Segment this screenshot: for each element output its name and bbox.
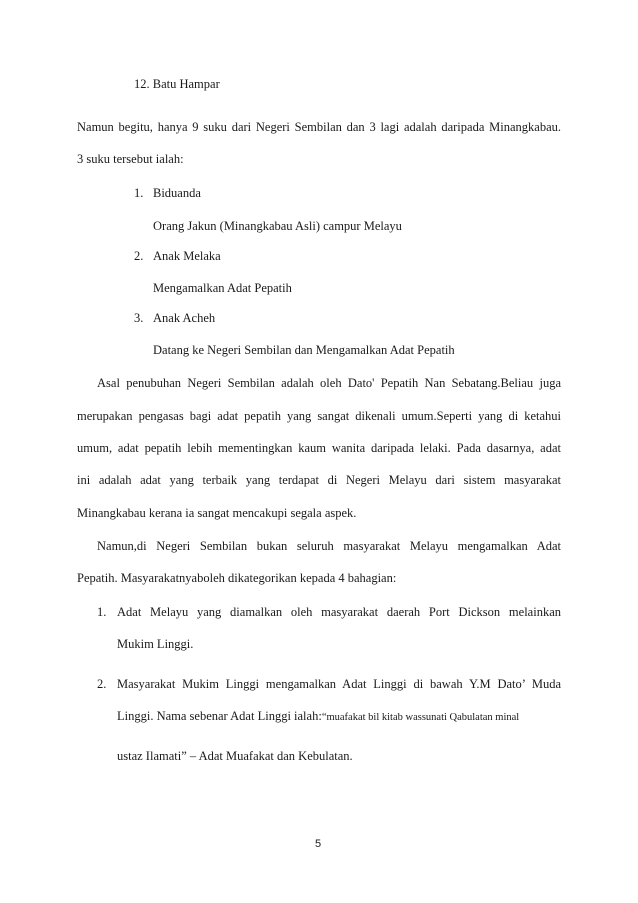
paragraph-2-line-2: merupakan pengasas bagi adat pepatih yang sangat dikenali umum.Seperti yang di ketahui	[77, 409, 561, 423]
paragraph-2-line-1: Asal penubuhan Negeri Sembilan adalah oleh Dato' Pepatih Nan Sebatang.Beliau juga	[97, 376, 561, 390]
suku-1-name: Biduanda	[153, 186, 201, 200]
list-item-batu-hampar: 12. Batu Hampar	[134, 77, 220, 91]
paragraph-2-line-4: ini adalah adat yang terbaik yang terdapat di Negeri Melayu dari sistem masyarakat	[77, 473, 561, 487]
bahagian-1-line-2: Mukim Linggi.	[117, 637, 194, 651]
paragraph-1-line-1: Namun begitu, hanya 9 suku dari Negeri Sembilan dan 3 lagi adalah daripada Minangkabau.	[77, 120, 561, 134]
paragraph-3-line-2: Pepatih. Masyarakatnyaboleh dikategorikan kepada 4 bahagian:	[77, 571, 397, 585]
suku-1-number: 1.	[134, 186, 144, 200]
paragraph-3-line-1: Namun,di Negeri Sembilan bukan seluruh masyarakat Melayu mengamalkan Adat	[97, 539, 561, 553]
bahagian-2-line-2-text: Linggi. Nama sebenar Adat Linggi ialah:	[117, 709, 322, 723]
bahagian-1-line-1: Adat Melayu yang diamalkan oleh masyarakat daerah Port Dickson melainkan	[117, 605, 561, 619]
suku-3-desc: Datang ke Negeri Sembilan dan Mengamalkan Adat Pepatih	[153, 343, 455, 357]
page-number: 5	[315, 838, 322, 850]
paragraph-2-line-3: umum, adat pepatih lebih mementingkan kaum wanita daripada lelaki. Pada dasarnya, adat	[77, 441, 561, 455]
bahagian-2-line-2	[117, 708, 519, 726]
suku-2-number: 2.	[134, 249, 144, 263]
suku-3-number: 3.	[134, 311, 144, 325]
suku-2-desc: Mengamalkan Adat Pepatih	[153, 281, 292, 295]
bahagian-2-line-1: Masyarakat Mukim Linggi mengamalkan Adat Linggi di bawah Y.M Dato’ Muda	[117, 677, 561, 691]
paragraph-1-line-2: 3 suku tersebut ialah:	[77, 152, 184, 166]
bahagian-2-number: 2.	[97, 677, 107, 691]
suku-1-desc: Orang Jakun (Minangkabau Asli) campur Melayu	[153, 219, 402, 233]
bahagian-2-line-3: ustaz Ilamati” – Adat Muafakat dan Kebulatan.	[117, 749, 353, 763]
bahagian-1-number: 1.	[97, 605, 107, 619]
suku-3-name: Anak Acheh	[153, 311, 216, 325]
bahagian-2-quote: “muafakat bil kitab wassunati Qabulatan minal	[321, 712, 520, 723]
paragraph-2-line-5: Minangkabau kerana ia sangat mencakupi segala aspek.	[77, 506, 357, 520]
suku-2-name: Anak Melaka	[153, 249, 221, 263]
